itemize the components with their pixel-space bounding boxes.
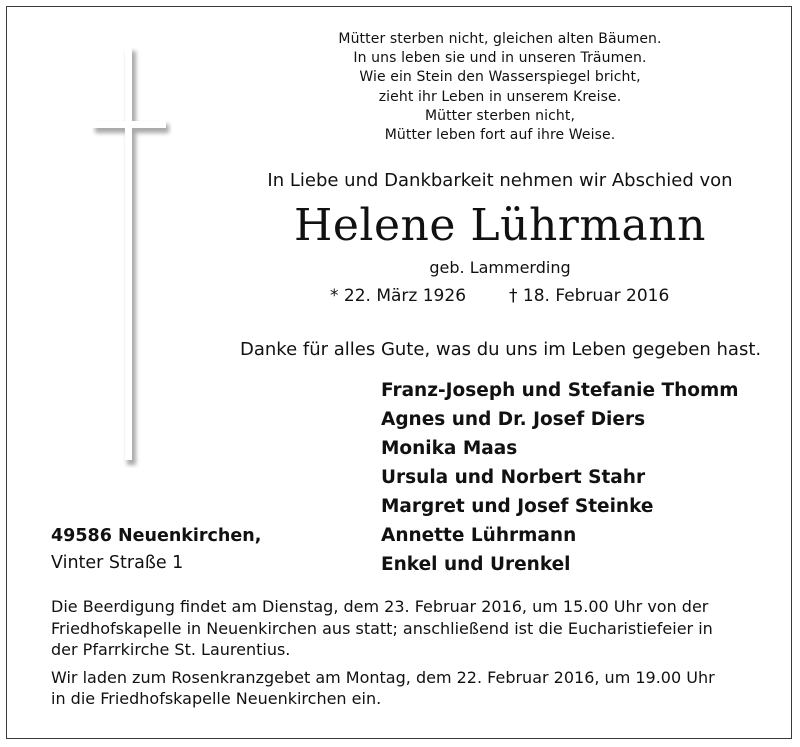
birth-name: geb. Lammerding xyxy=(429,258,571,277)
poem-line: In uns leben sie und in unseren Träumen. xyxy=(353,50,647,67)
poem-line: Mütter sterben nicht, xyxy=(424,107,576,124)
thanks-line: Danke für alles Gute, was du uns im Leben gegeben hast. xyxy=(240,339,762,360)
birth-date: * 22. März 1926 xyxy=(330,286,467,306)
mourner-item: Monika Maas xyxy=(381,438,518,459)
notice-line: Die Beerdigung findet am Dienstag, dem 23. Februar 2016, um 15.00 Uhr von der xyxy=(51,597,709,616)
mourner-item: Annette Lührmann xyxy=(381,525,577,546)
farewell-intro: In Liebe und Dankbarkeit nehmen wir Abschied von xyxy=(267,170,733,191)
mourner-item: Enkel und Urenkel xyxy=(381,554,571,575)
mourner-item: Franz-Joseph und Stefanie Thomm xyxy=(381,380,739,401)
notice-line: Friedhofskapelle in Neuenkirchen aus statt; anschließend ist die Eucharistiefeier in xyxy=(51,618,713,638)
poem-line: Mütter leben fort auf ihre Weise. xyxy=(384,127,616,144)
poem-line: zieht ihr Leben in unserem Kreise. xyxy=(378,88,622,105)
mourners-list xyxy=(381,376,739,579)
notice-line: in die Friedhofskapelle Neuenkirchen ein. xyxy=(51,689,382,708)
mourner-item: Agnes und Dr. Josef Diers xyxy=(381,409,646,430)
mourner-item: Margret und Josef Steinke xyxy=(381,496,654,517)
death-date: † 18. Februar 2016 xyxy=(509,286,670,306)
mourner-item: Ursula und Norbert Stahr xyxy=(381,467,646,488)
notice-line: Wir laden zum Rosenkranzgebet am Montag, dem 22. Februar 2016, um 19.00 Uhr xyxy=(51,667,715,687)
family-address xyxy=(51,523,261,577)
poem-line: Mütter sterben nicht, gleichen alten Bäumen. xyxy=(338,31,662,47)
address-city: 49586 Neuenkirchen, xyxy=(51,526,262,546)
address-street: Vinter Straße 1 xyxy=(51,553,184,573)
poem-line: Wie ein Stein den Wasserspiegel bricht, xyxy=(359,69,641,86)
cross-icon xyxy=(92,48,172,468)
poem xyxy=(300,30,700,145)
deceased-name: Helene Lührmann xyxy=(294,200,706,251)
funeral-notice xyxy=(51,596,715,710)
notice-line: der Pfarrkirche St. Laurentius. xyxy=(51,640,291,659)
